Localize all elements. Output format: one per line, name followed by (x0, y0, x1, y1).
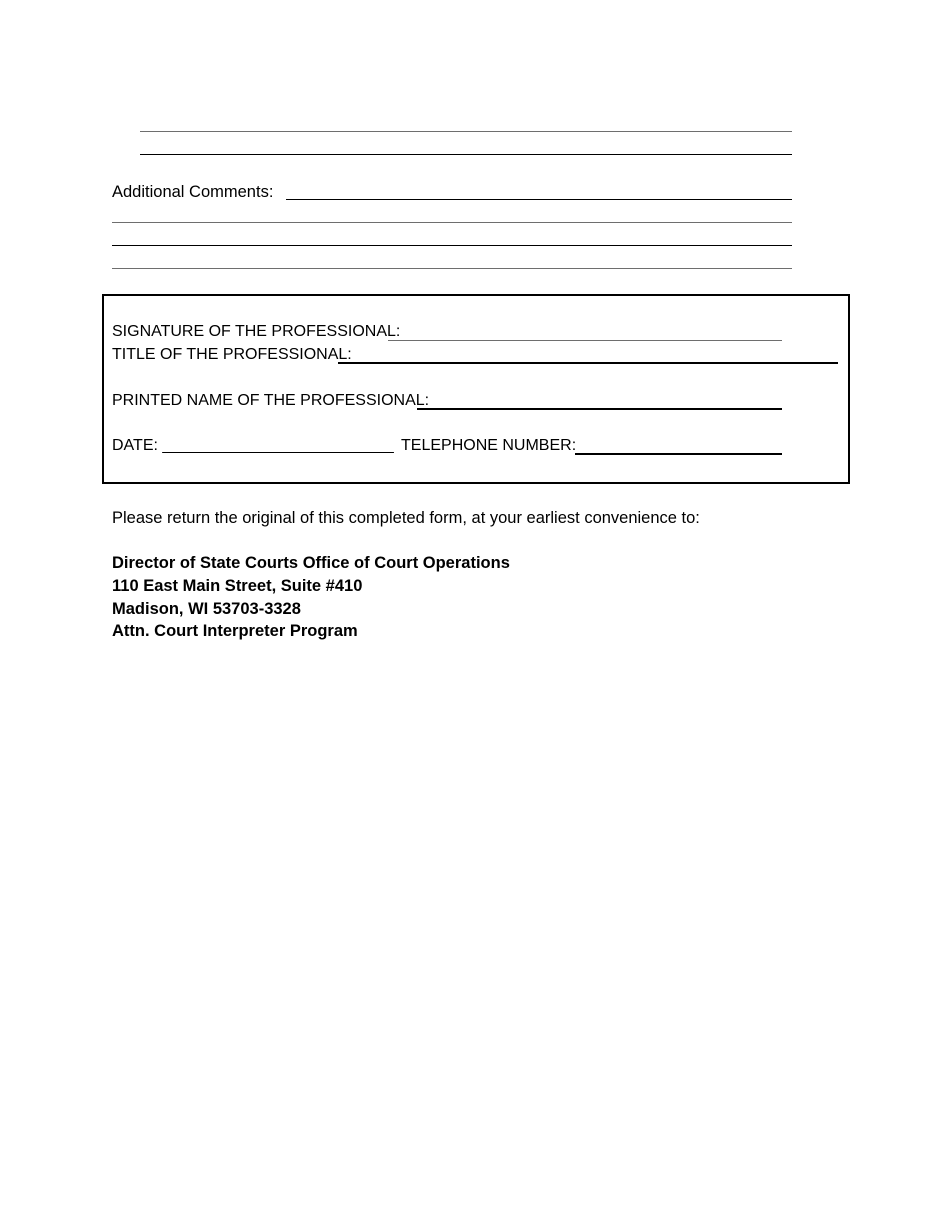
comment-line-top-1[interactable] (140, 131, 792, 132)
additional-comments-line-2[interactable] (112, 222, 792, 223)
return-instructions: Please return the original of this completed form, at your earliest convenience to: (112, 509, 700, 527)
additional-comments-line-3[interactable] (112, 245, 792, 246)
additional-comments-line-4[interactable] (112, 268, 792, 269)
address-line-4: Attn. Court Interpreter Program (112, 622, 358, 640)
printed-name-field[interactable] (417, 408, 782, 410)
additional-comments-line-1[interactable] (286, 199, 792, 200)
telephone-label: TELEPHONE NUMBER: (401, 437, 577, 454)
telephone-field[interactable] (575, 453, 782, 455)
address-line-3: Madison, WI 53703-3328 (112, 600, 301, 618)
comment-line-top-2[interactable] (140, 154, 792, 155)
signature-field[interactable] (388, 340, 782, 341)
additional-comments-label: Additional Comments: (112, 183, 274, 201)
signature-label: SIGNATURE OF THE PROFESSIONAL: (112, 323, 401, 340)
title-field[interactable] (338, 362, 838, 364)
printed-name-label: PRINTED NAME OF THE PROFESSIONAL: (112, 392, 430, 409)
date-label: DATE: __________________________ (112, 437, 394, 454)
address-line-1: Director of State Courts Office of Court Operations (112, 554, 510, 572)
title-label: TITLE OF THE PROFESSIONAL: (112, 346, 352, 363)
address-line-2: 110 East Main Street, Suite #410 (112, 577, 363, 595)
